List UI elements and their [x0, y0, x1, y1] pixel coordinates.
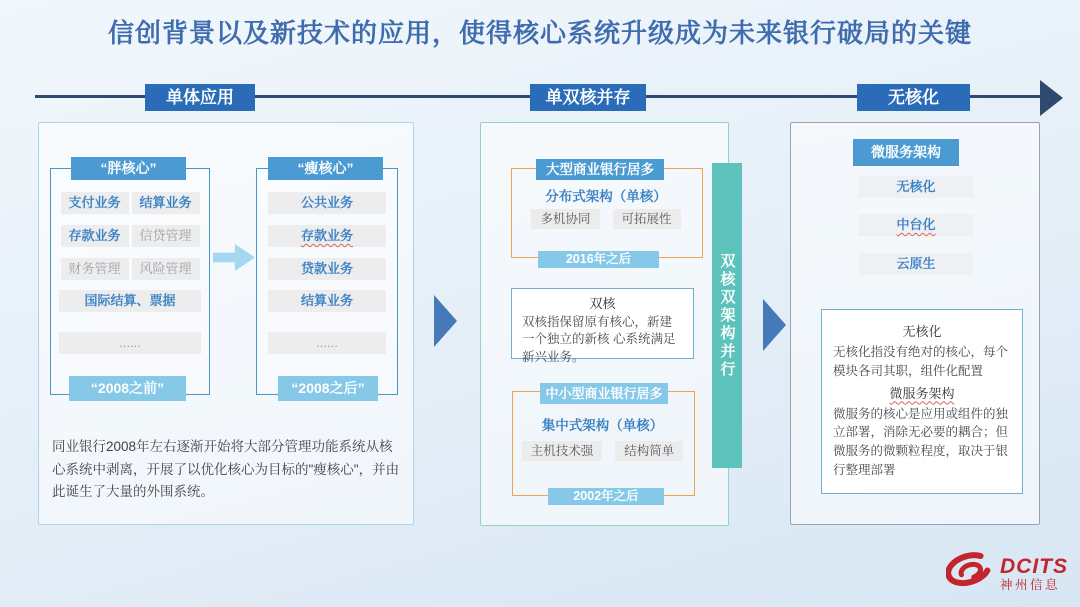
microservice-item: 云原生	[858, 253, 974, 275]
logo-name: DCITS	[1000, 555, 1068, 578]
large-banks-footer: 2016年之后	[538, 251, 659, 268]
panel-coreless	[790, 122, 1040, 525]
fat-core-item: 支付业务	[61, 192, 129, 214]
fat-core-item: 风险管理	[132, 258, 200, 280]
fat-core-item: 国际结算、票据	[59, 290, 201, 312]
thin-core-item-ellipsis: ......	[268, 332, 386, 354]
fat-core-box	[50, 168, 210, 395]
timeline-stage-monolith: 单体应用	[145, 84, 255, 111]
panel-dual-core	[480, 122, 729, 526]
small-banks-tag: 结构简单	[615, 441, 683, 461]
timeline-stage-dualcore: 单双核并存	[530, 84, 646, 111]
microservice-header: 微服务架构	[853, 139, 959, 166]
large-banks-architecture: 分布式架构（单核）	[545, 189, 667, 204]
thin-core-item: 贷款业务	[268, 258, 386, 280]
panel-monolith	[38, 122, 414, 525]
microservice-item: 中台化	[858, 214, 974, 236]
small-banks-tag: 主机技术强	[522, 441, 603, 461]
microservice-detail-body: 微服务的核心是应用或组件的独立部署，消除无必要的耦合；但微服务的微颗粒程度，取决于银行整理部署	[833, 406, 1009, 477]
small-banks-footer: 2002年之后	[548, 488, 664, 505]
fat-core-item: 结算业务	[132, 192, 200, 214]
panel-arrow-icon	[763, 299, 786, 351]
large-banks-header: 大型商业银行居多	[536, 159, 664, 180]
fat-core-item: 存款业务	[61, 225, 129, 247]
thin-core-item: 公共业务	[268, 192, 386, 214]
fat-core-item: 信贷管理	[132, 225, 200, 247]
fat-to-thin-arrow-icon	[213, 244, 255, 271]
coreless-detail-box	[821, 309, 1023, 494]
small-banks-architecture: 集中式架构（单核）	[541, 418, 664, 433]
timeline-arrowhead-icon	[1040, 80, 1063, 116]
thin-core-item: 结算业务	[268, 290, 386, 312]
large-banks-tag: 可拓展性	[613, 209, 681, 229]
thin-core-item: 存款业务	[268, 225, 386, 247]
dual-architecture-ribbon	[712, 163, 742, 468]
thin-core-header: “瘦核心”	[268, 157, 383, 180]
thin-core-footer: “2008之后”	[278, 376, 378, 401]
fat-core-footer: “2008之前”	[69, 376, 186, 401]
ribbon-label: 双核双架构并行	[718, 252, 736, 379]
timeline-stage-coreless: 无核化	[857, 84, 970, 111]
small-banks-header: 中小型商业银行居多	[540, 383, 668, 404]
microservice-item: 无核化	[858, 176, 974, 198]
coreless-body: 无核化指没有绝对的核心，每个模块各司其职，组件化配置	[833, 345, 1009, 378]
fat-core-item-ellipsis: ......	[59, 332, 201, 354]
large-banks-tag: 多机协同	[531, 209, 599, 229]
panel-arrow-icon	[434, 295, 457, 347]
dual-core-body: 双核指保留原有核心，新建一个独立的新核 心系统满足新兴业务。	[522, 315, 676, 364]
dual-core-note-box	[511, 288, 694, 364]
logo-subtitle: 神州信息	[1000, 578, 1061, 592]
fat-core-header: “胖核心”	[71, 157, 186, 180]
fat-core-item: 财务管理	[61, 258, 129, 280]
coreless-title: 无核化	[902, 324, 942, 339]
thin-core-box	[256, 168, 398, 395]
dual-core-title: 双核	[589, 296, 616, 311]
dcits-logo	[946, 551, 1068, 598]
left-panel-description: 同业银行2008年左右逐渐开始将大部分管理功能系统从核心系统中剥离，开展了以优化核心为目标的"瘦核心"，并由此诞生了大量的外围系统。	[52, 439, 400, 500]
slide-title: 信创背景以及新技术的应用，使得核心系统升级成为未来银行破局的关键	[107, 18, 972, 48]
microservice-detail-title: 微服务架构	[889, 385, 955, 401]
dcits-swirl-icon	[946, 551, 994, 598]
